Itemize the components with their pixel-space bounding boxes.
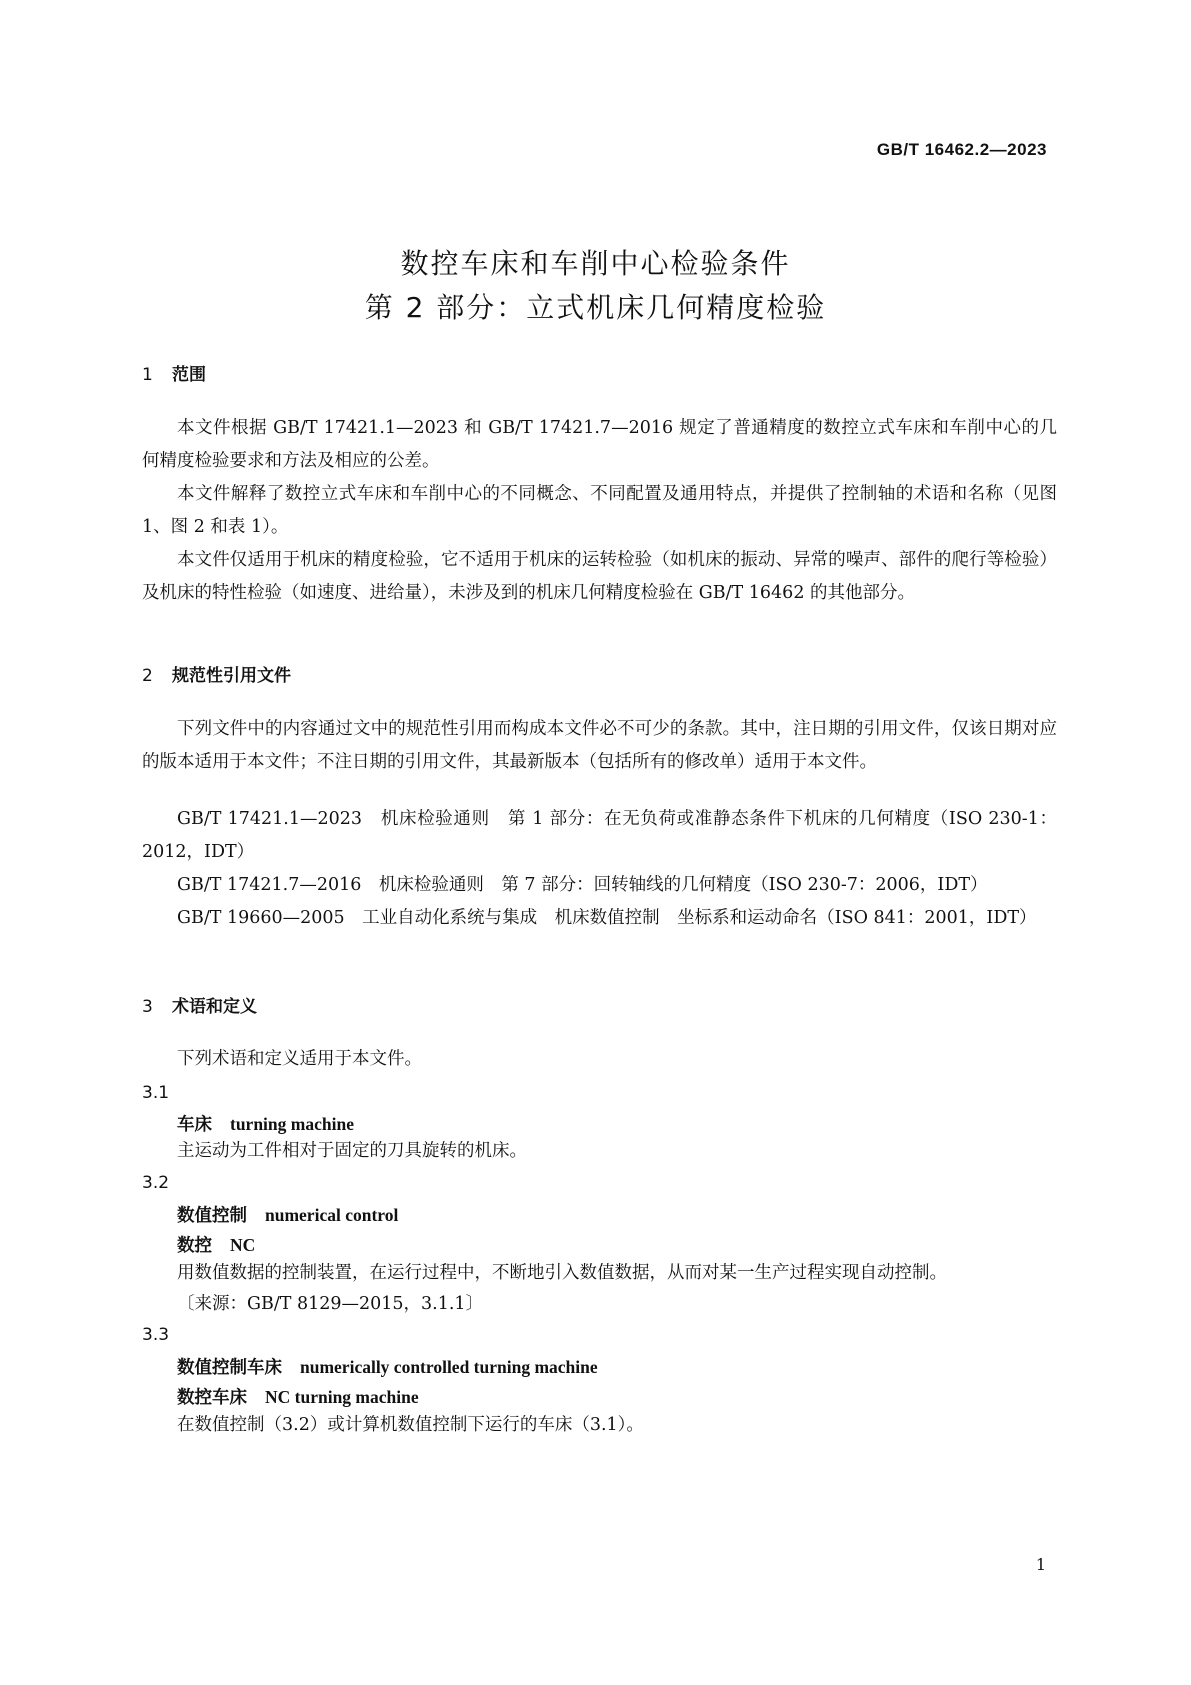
section-number: 2 bbox=[142, 666, 153, 686]
references-intro-paragraph: 下列文件中的内容通过文中的规范性引用而构成本文件必不可少的条款。其中，注日期的引用文件，仅该日期对应的版本适用于本文件；不注日期的引用文件，其最新版本（包括所有的修改单）适用于本文件。 bbox=[142, 719, 1057, 772]
section-number: 1 bbox=[142, 365, 153, 385]
term-number: 3.1 bbox=[142, 1083, 170, 1103]
reference-item: GB/T 17421.1—2023 机床检验通则 第 1 部分：在无负荷或准静态条件下机床的几何精度（ISO 230-1：2012，IDT） bbox=[142, 809, 1057, 862]
term-chinese: 数控车床 bbox=[177, 1388, 247, 1408]
term-entry-abbreviation bbox=[177, 1232, 255, 1257]
term-chinese: 数控 bbox=[177, 1236, 212, 1256]
term-number: 3.3 bbox=[142, 1325, 170, 1345]
term-english: numerically controlled turning machine bbox=[300, 1357, 598, 1377]
term-entry bbox=[177, 1111, 354, 1136]
scope-paragraph-2: 本文件解释了数控立式车床和车削中心的不同概念、不同配置及通用特点，并提供了控制轴的术语和名称（见图 1、图 2 和表 1）。 bbox=[142, 484, 1057, 537]
standard-code: GB/T 16462.2—2023 bbox=[876, 140, 1047, 159]
scope-paragraph-1: 本文件根据 GB/T 17421.1—2023 和 GB/T 17421.7—2016 规定了普通精度的数控立式车床和车削中心的几何精度检验要求和方法及相应的公差。 bbox=[142, 418, 1057, 471]
term-definition: 在数值控制（3.2）或计算机数值控制下运行的车床（3.1）。 bbox=[177, 1415, 644, 1435]
term-number: 3.2 bbox=[142, 1173, 170, 1193]
term-chinese: 车床 bbox=[177, 1115, 212, 1135]
section-heading-terms bbox=[142, 992, 257, 1017]
section-title: 规范性引用文件 bbox=[172, 666, 291, 686]
term-english: numerical control bbox=[265, 1205, 399, 1225]
document-title: 数控车床和车削中心检验条件 bbox=[400, 247, 791, 280]
term-english: NC turning machine bbox=[265, 1387, 419, 1407]
term-source: 〔来源：GB/T 8129—2015，3.1.1〕 bbox=[177, 1294, 484, 1314]
term-entry bbox=[177, 1354, 598, 1379]
document-subtitle: 第 2 部分：立式机床几何精度检验 bbox=[364, 291, 827, 324]
page-number: 1 bbox=[1035, 1555, 1046, 1574]
reference-item: GB/T 19660—2005 工业自动化系统与集成 机床数值控制 坐标系和运动命名（ISO 841：2001，IDT） bbox=[177, 908, 1037, 928]
section-number: 3 bbox=[142, 997, 153, 1017]
reference-item: GB/T 17421.7—2016 机床检验通则 第 7 部分：回转轴线的几何精度（ISO 230-7：2006，IDT） bbox=[177, 875, 988, 895]
term-entry bbox=[177, 1202, 398, 1227]
term-english: NC bbox=[230, 1235, 256, 1255]
terms-intro: 下列术语和定义适用于本文件。 bbox=[177, 1049, 422, 1069]
section-title: 范围 bbox=[172, 365, 206, 385]
term-english: turning machine bbox=[230, 1114, 354, 1134]
term-definition: 用数值数据的控制装置，在运行过程中，不断地引入数值数据，从而对某一生产过程实现自动控制。 bbox=[177, 1263, 947, 1283]
section-heading-scope bbox=[142, 360, 206, 385]
term-entry-abbreviation bbox=[177, 1384, 419, 1409]
scope-paragraph-3: 本文件仅适用于机床的精度检验，它不适用于机床的运转检验（如机床的振动、异常的噪声、部件的爬行等检验）及机床的特性检验（如速度、进给量），未涉及到的机床几何精度检验在 GB/T 16462 的其他部分。 bbox=[142, 550, 1057, 603]
term-chinese: 数值控制车床 bbox=[177, 1358, 282, 1378]
term-chinese: 数值控制 bbox=[177, 1206, 247, 1226]
section-heading-normative-references bbox=[142, 661, 291, 686]
section-title: 术语和定义 bbox=[172, 997, 257, 1017]
term-definition: 主运动为工件相对于固定的刀具旋转的机床。 bbox=[177, 1141, 527, 1161]
